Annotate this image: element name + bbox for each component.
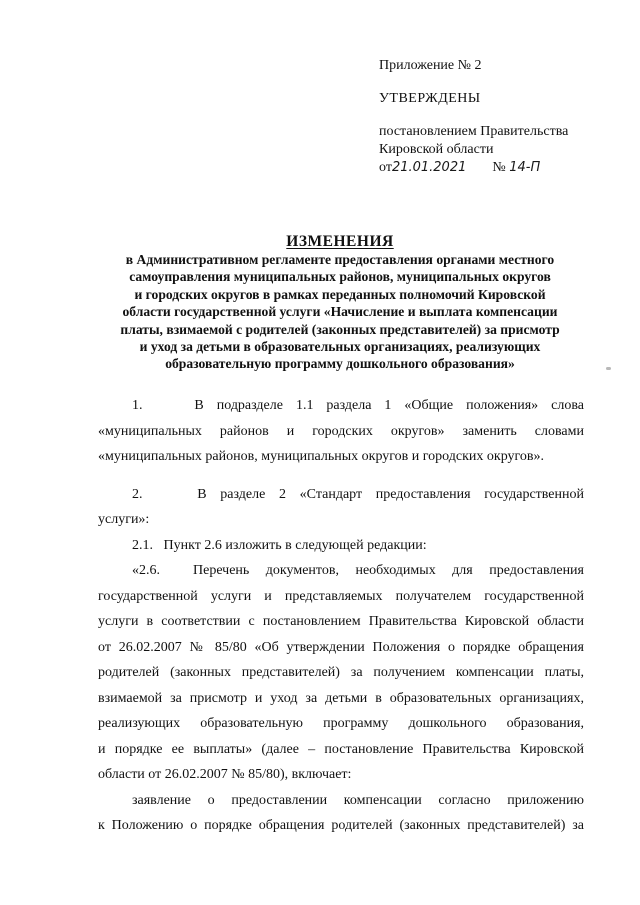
paragraph-item-1: [98, 393, 584, 470]
decree-date-handwritten: 21.01.2021: [391, 160, 467, 175]
text-line: услуги»:: [98, 512, 150, 527]
document-body: [98, 393, 584, 839]
paragraph-item-2-1: [98, 533, 584, 559]
subtitle-line: и уход за детьми в образовательных организациях, реализующих: [139, 339, 541, 355]
document-subtitle: [90, 251, 590, 373]
paragraph-item-2-6: [98, 558, 584, 788]
number-prefix: №: [492, 160, 506, 175]
paragraph-statement: [98, 788, 584, 839]
approved-label: УТВЕРЖДЕНЫ: [379, 91, 481, 106]
text-line: реализующих образовательную программу дошкольного образования,: [98, 716, 584, 731]
subtitle-line: самоуправления муниципальных районов, муниципальных округов: [129, 269, 551, 285]
text-line: к Положению о порядке обращения родителей (законных представителей) за: [98, 818, 584, 833]
subtitle-line: и городских округов в рамках переданных полномочий Кировской: [134, 286, 546, 302]
text-line: и порядке ее выплаты» (далее – постановление Правительства Кировской: [98, 741, 584, 757]
paragraph-item-2: [98, 482, 584, 533]
subtitle-line: платы, взимаемой с родителей (законных представителей) за присмотр: [120, 321, 560, 337]
subtitle-line: образовательную программу дошкольного образования»: [165, 356, 515, 372]
text-line: «муниципальных районов и городских округов» заменить словами: [98, 423, 584, 439]
decree-number-handwritten: 14-П: [509, 160, 541, 175]
decree-line-2: Кировской области: [379, 142, 494, 157]
date-prefix: от: [379, 160, 392, 175]
text-line: области от 26.02.2007 № 85/80), включает:: [98, 767, 352, 782]
text-line: 1. В подразделе 1.1 раздела 1 «Общие положения» слова: [132, 398, 584, 413]
document-title-block: [90, 232, 590, 373]
text-line: родителей (законных представителей) за получением компенсации платы,: [98, 665, 584, 680]
text-line: от 26.02.2007 № 85/80 «Об утверждении Положения о порядке обращения: [98, 639, 584, 655]
decree-line-1: постановлением Правительства: [379, 124, 569, 139]
text-line: услуги в соответствии с постановлением Правительства Кировской области: [98, 614, 584, 629]
text-line: «2.6. Перечень документов, необходимых для предоставления: [132, 563, 584, 578]
subtitle-line: в Административном регламенте предоставления органами местного: [125, 252, 555, 267]
text-line: государственной услуги и представляемых получателем государственной: [98, 588, 584, 604]
text-line: «муниципальных районов, муниципальных округов и городских округов».: [98, 449, 545, 464]
appendix-label: Приложение № 2: [379, 58, 482, 73]
text-line: 2.1. Пункт 2.6 изложить в следующей редакции:: [132, 537, 427, 553]
decree-date-line: [379, 160, 540, 176]
text-line: 2. В разделе 2 «Стандарт предоставления государственной: [132, 486, 584, 502]
subtitle-line: области государственной услуги «Начисление и выплата компенсации: [122, 304, 558, 320]
document-title: ИЗМЕНЕНИЯ: [286, 233, 394, 250]
text-line: заявление о предоставлении компенсации согласно приложению: [132, 792, 584, 808]
scan-mark: [606, 367, 611, 370]
text-line: взимаемой за присмотр и уход за детьми в образовательных организациях,: [98, 690, 584, 706]
